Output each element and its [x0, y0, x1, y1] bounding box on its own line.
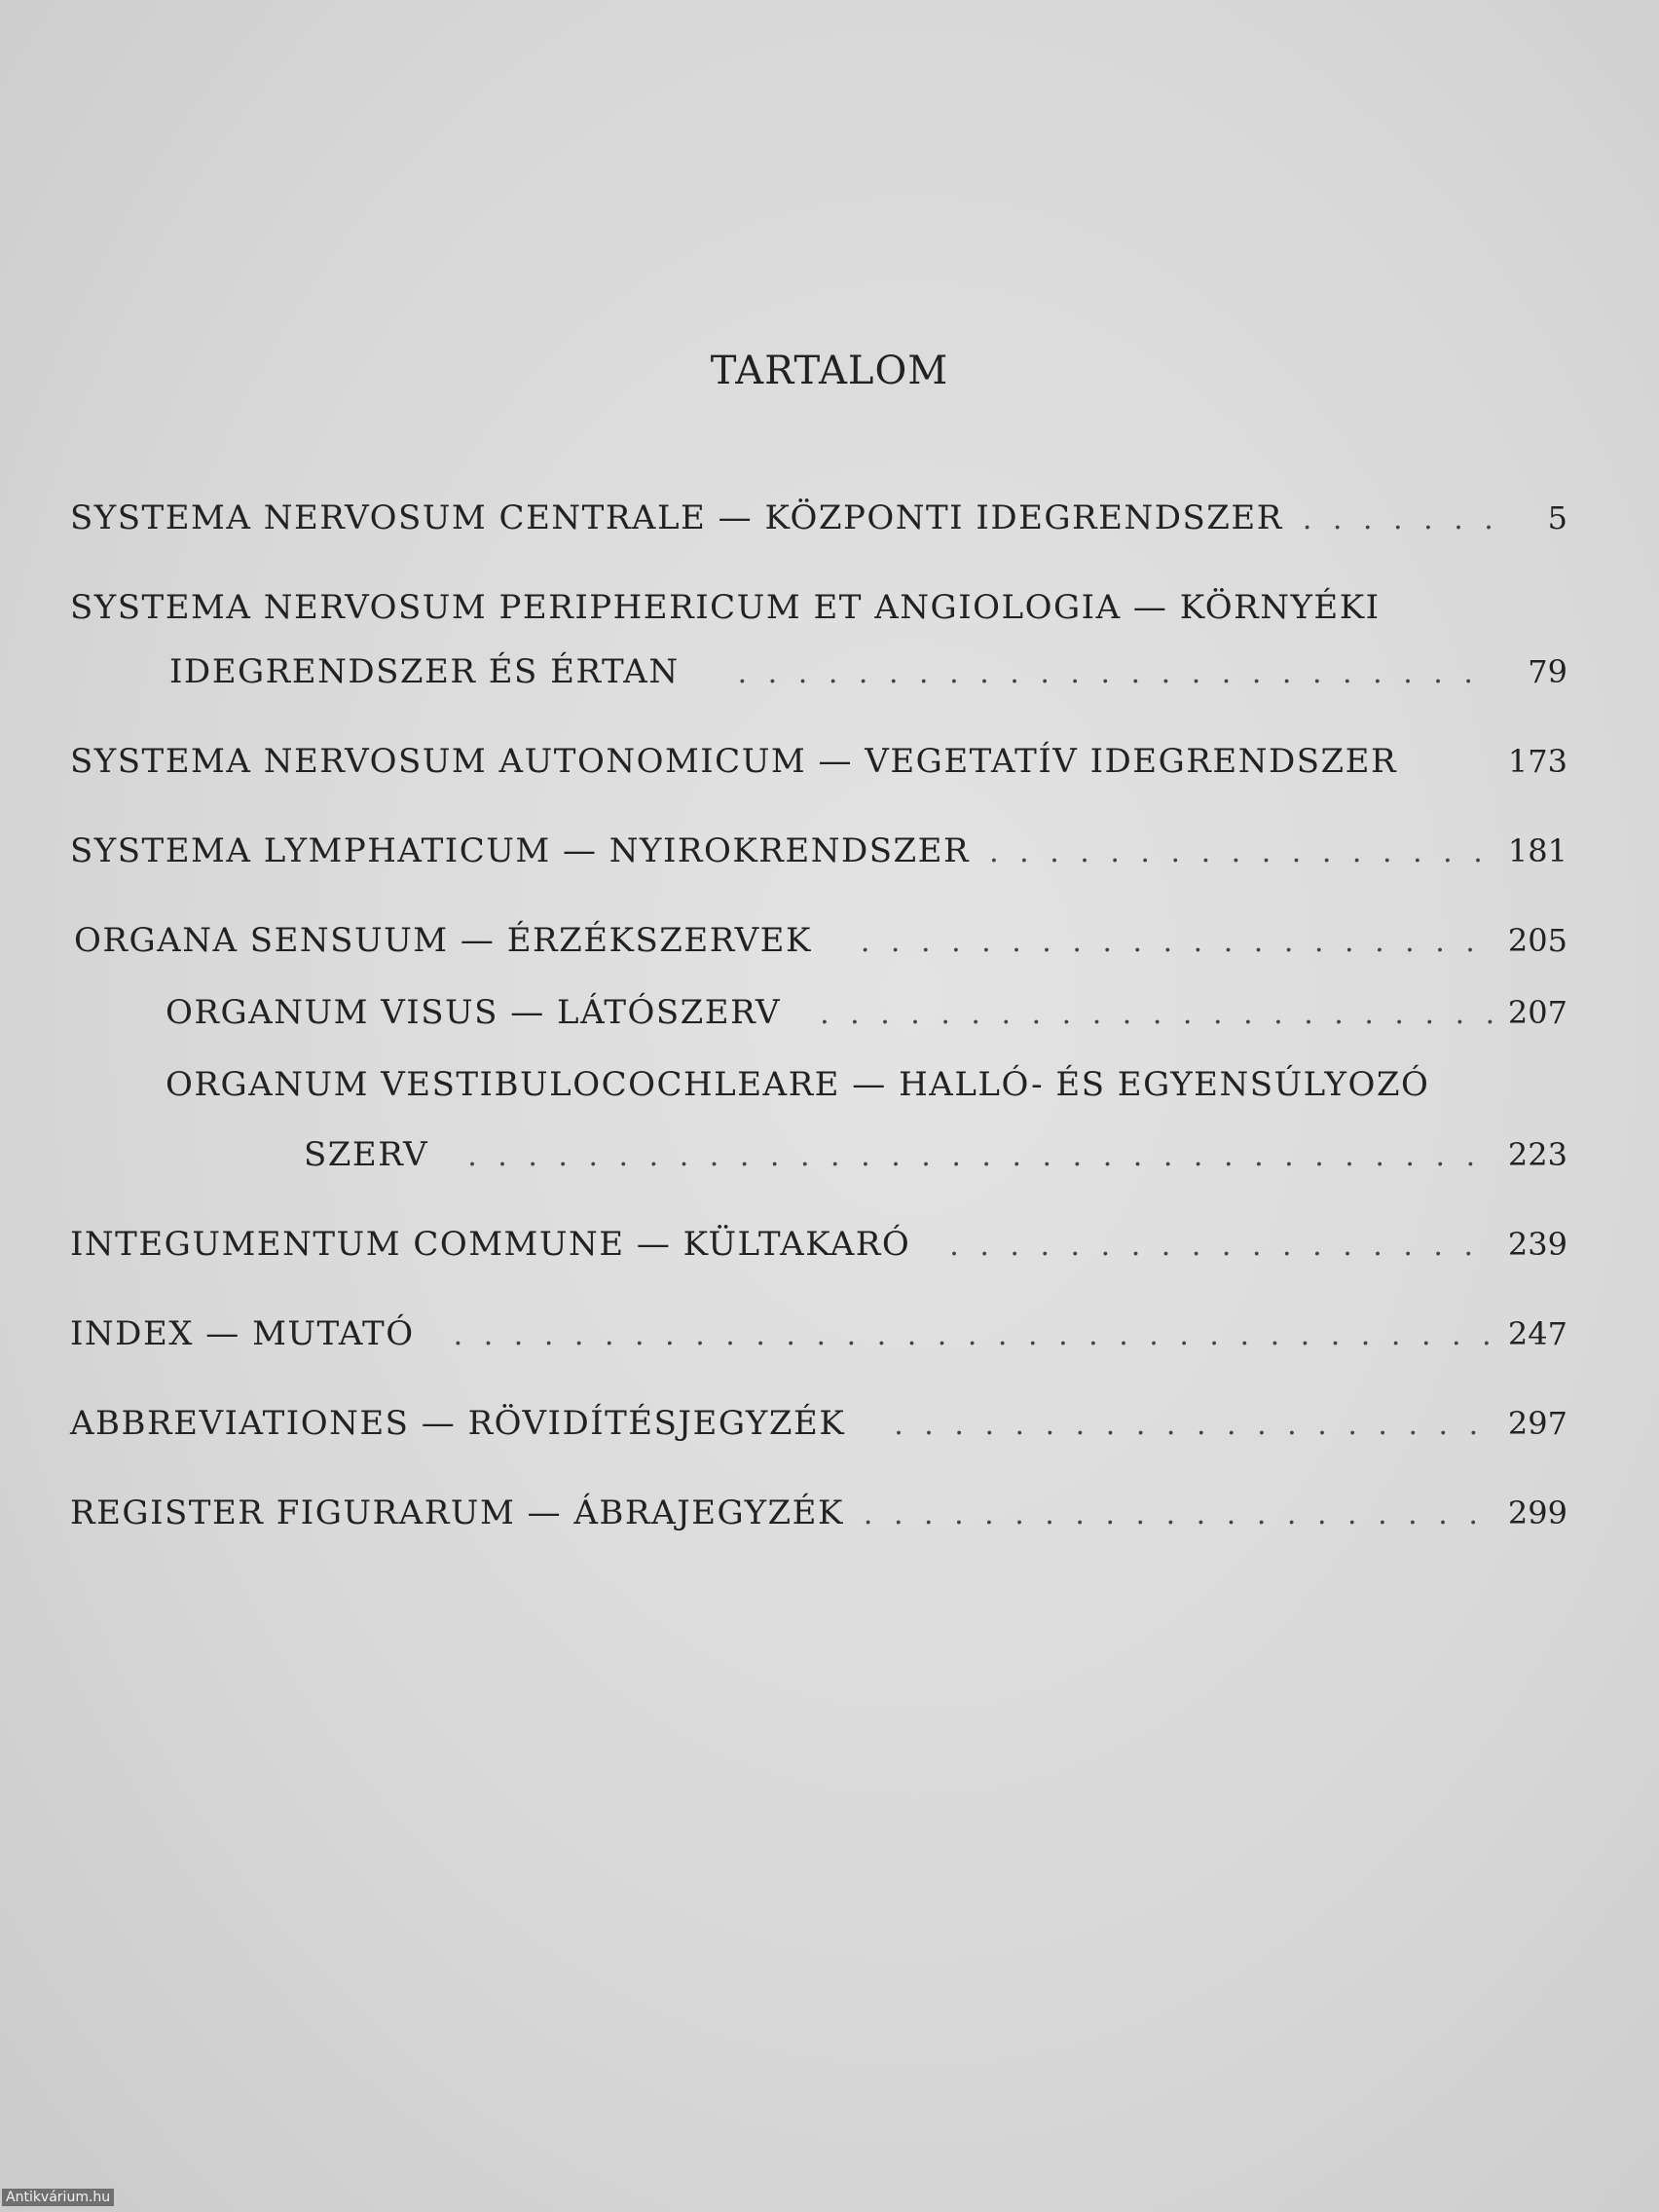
dot-leader	[820, 997, 1494, 1031]
toc-page-number: 205	[1507, 922, 1567, 959]
dot-leader	[454, 1318, 1494, 1352]
page-title: TARTALOM	[710, 349, 949, 393]
toc-entry-label: INTEGUMENTUM COMMUNE — KÜLTAKARÓ	[70, 1225, 911, 1264]
toc-entry-label-continuation: SZERV	[304, 1135, 429, 1174]
dot-leader	[989, 835, 1494, 869]
toc-entry-label: ABBREVIATIONES — RÖVIDÍTÉSJEGYZÉK	[70, 1404, 846, 1443]
dot-leader	[738, 656, 1495, 690]
toc-entry-lymphatic-system	[70, 831, 1567, 870]
toc-page-number: 207	[1507, 994, 1567, 1031]
toc-entry-label: ORGANUM VISUS — LÁTÓSZERV	[166, 993, 782, 1032]
toc-page-number: 247	[1507, 1315, 1567, 1352]
toc-entry-sense-organs	[74, 921, 1567, 960]
dot-leader	[949, 1229, 1494, 1263]
toc-entry-figure-register	[70, 1493, 1567, 1532]
toc-page-number: 173	[1507, 743, 1567, 780]
toc-entry-peripheral-nervous-system	[70, 588, 1567, 627]
toc-page-number: 239	[1507, 1226, 1567, 1263]
toc-page-number: 5	[1547, 499, 1567, 536]
toc-page-number: 299	[1507, 1494, 1567, 1531]
toc-entry-label: INDEX — MUTATÓ	[70, 1314, 415, 1353]
dot-leader	[1303, 502, 1495, 536]
toc-entry-index	[70, 1314, 1567, 1353]
toc-entry-label: SYSTEMA NERVOSUM CENTRALE — KÖZPONTI IDEGRENDSZER	[70, 498, 1283, 537]
toc-entry-label: ORGANUM VESTIBULOCOCHLEARE — HALLÓ- ÉS EGYENSÚLYOZÓ	[166, 1065, 1430, 1104]
toc-entry-integument	[70, 1225, 1567, 1264]
dot-leader	[894, 1408, 1494, 1442]
toc-page-number: 297	[1507, 1405, 1567, 1442]
toc-page-number: 79	[1528, 653, 1567, 690]
toc-subentry-vestibulocochlear-organ-cont	[304, 1135, 1567, 1174]
toc-entry-peripheral-nervous-system-cont	[169, 652, 1567, 691]
toc-entry-abbreviations	[70, 1404, 1567, 1443]
toc-page-number: 181	[1507, 832, 1567, 869]
toc-entry-label: ORGANA SENSUUM — ÉRZÉKSZERVEK	[74, 921, 812, 960]
dot-leader	[864, 1497, 1494, 1531]
toc-entry-label: SYSTEMA LYMPHATICUM — NYIROKRENDSZER	[70, 831, 971, 870]
toc-entry-label: REGISTER FIGURARUM — ÁBRAJEGYZÉK	[70, 1493, 844, 1532]
toc-entry-autonomic-nervous-system	[70, 742, 1567, 781]
toc-subentry-visual-organ	[166, 993, 1567, 1032]
toc-page-number: 223	[1507, 1136, 1567, 1173]
watermark: Antikvárium.hu	[2, 2189, 114, 2206]
dot-leader	[861, 925, 1494, 959]
toc-entry-central-nervous-system	[70, 498, 1567, 537]
dot-leader	[467, 1139, 1494, 1173]
toc-entry-label: SYSTEMA NERVOSUM AUTONOMICUM — VEGETATÍV IDEGRENDSZER	[70, 742, 1398, 781]
toc-subentry-vestibulocochlear-organ	[166, 1065, 1567, 1104]
toc-entry-label-continuation: IDEGRENDSZER ÉS ÉRTAN	[169, 652, 680, 691]
toc-entry-label: SYSTEMA NERVOSUM PERIPHERICUM ET ANGIOLOGIA — KÖRNYÉKI	[70, 588, 1381, 627]
